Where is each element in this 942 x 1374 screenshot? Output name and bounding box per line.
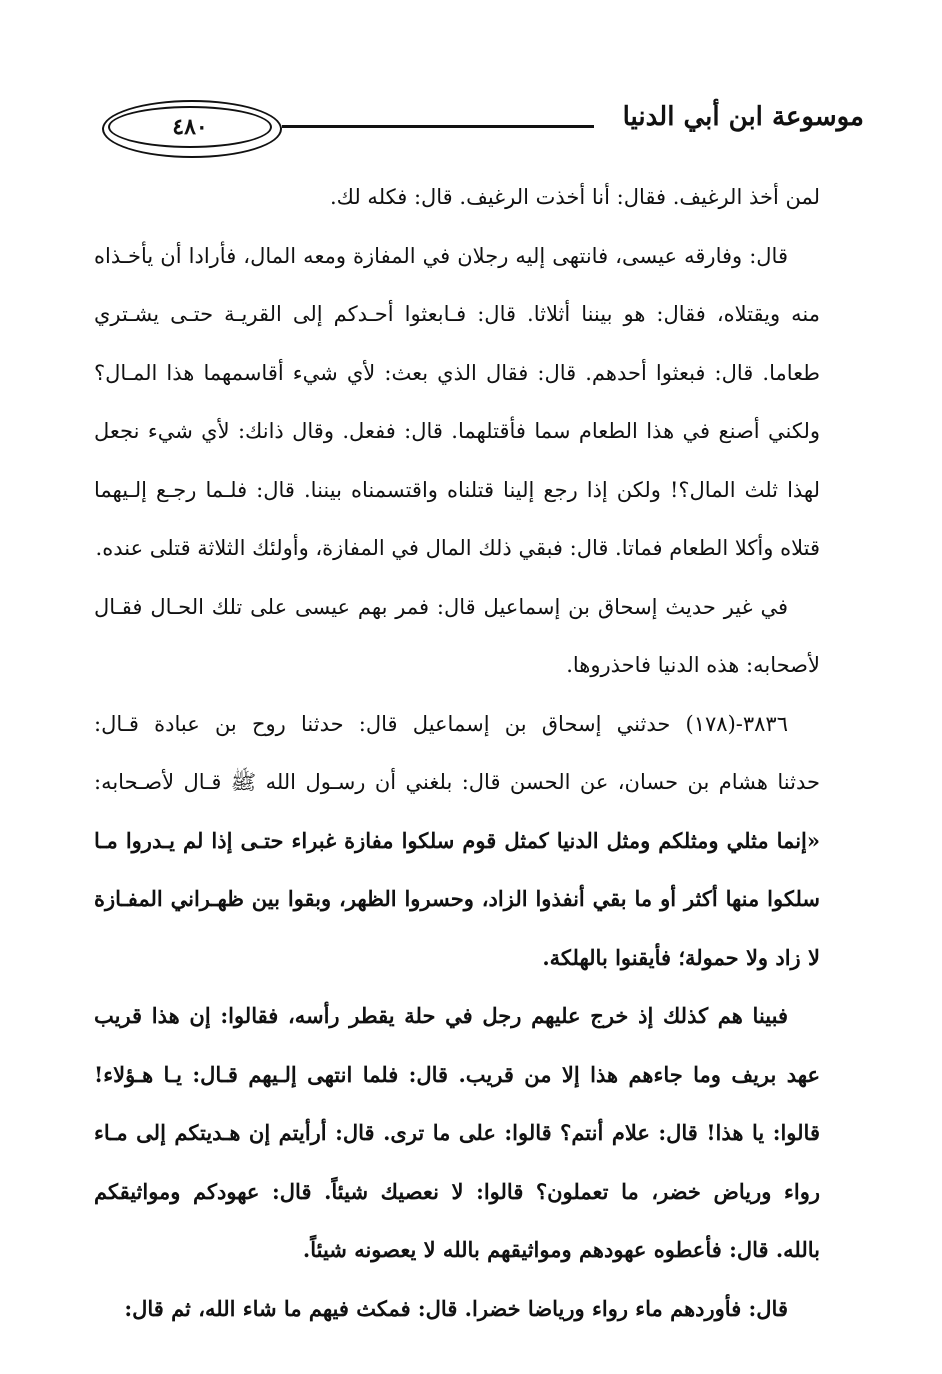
quote-line: رواء ورياض خضر، ما تعملون؟ قالوا: لا نعصيك شيئاً. قال: عهودكم ومواثيقكم — [94, 1178, 820, 1204]
text-line: قال: وفارقه عيسى، فانتهى إليه رجلان في المفازة ومعه المال، فأرادا أن يأخـذاه — [94, 243, 788, 268]
text-line: في غير حديث إسحاق بن إسماعيل قال: فمر بهم عيسى على تلك الحـال فقـال — [94, 594, 788, 619]
quote-line: لا زاد ولا حمولة؛ فأيقنوا بالهلكة. — [542, 944, 820, 970]
quote-line: سلكوا منها أكثر أو ما بقي أنفذوا الزاد، وحسروا الظهر، وبقوا بين ظهـراني المفـازة — [94, 886, 820, 911]
text-line: قتلاه وأكلا الطعام فماتا. قال: فبقي ذلك المال في المفازة، وأولئك الثلاثة قتلى عنده. — [95, 536, 820, 560]
quote-line: فبينا هم كذلك إذ خرج عليهم رجل في حلة يقطر رأسه، فقالوا: إن هذا قريب — [94, 1003, 788, 1028]
quote-line: قال: فأوردهم ماء رواء ورياضا خضرا. قال: فمكث فيهم ما شاء الله، ثم قال: — [124, 1295, 788, 1321]
book-title: موسوعة ابن أبي الدنيا — [622, 102, 864, 132]
quote-line: عهد بريف وما جاءهم هذا إلا من قريب. قال: فلما انتهى إلـيهم قـال: يـا هـؤلاء! — [94, 1061, 820, 1087]
text-line: لمن أخذ الرغيف. فقال: أنا أخذت الرغيف. قال: فكله لك. — [329, 185, 820, 209]
quote-line: قالوا: يا هذا! قال: علام أنتم؟ قالوا: على ما ترى. قال: أرأيتم إن هـديتكم إلى مـاء — [94, 1120, 820, 1145]
text-line: لهذا ثلث المال؟! ولكن إذا رجع إلينا قتلناه واقتسمناه بيننا. قال: فلـما رجـع إلـيهما — [94, 477, 820, 502]
running-header — [84, 92, 864, 162]
quote-line: «إنما مثلي ومثلكم ومثل الدنيا كمثل قوم سلكوا مفازة غبراء حتـى إذا لم يـدروا مـا — [94, 827, 820, 853]
text-line: لأصحابه: هذه الدنيا فاحذروها. — [566, 653, 820, 677]
text-line: منه ويقتلاه، فقال: هو بيننا أثلاثا. قال: فـابعثوا أحـدكم إلى القريـة حتـى يشـتري — [94, 302, 820, 326]
text-line: طعاما. قال: فبعثوا أحدهم. قال: فقال الذي بعث: لأي شيء أقاسمهما هذا المـال؟ — [94, 360, 820, 385]
header-rule — [282, 125, 594, 128]
text-line: ولكني أصنع في هذا الطعام سما فأقتلهما. قال: ففعل. وقال ذانك: لأي شيء نجعل — [94, 419, 820, 443]
quote-line: بالله. قال: فأعطوه عهودهم ومواثيقهم بالله لا يعصونه شيئاً. — [302, 1237, 820, 1262]
hadith-heading-line: ٣٨٣٦-(١٧٨) حدثني إسحاق بن إسماعيل قال: حدثنا روح بن عبادة قـال: — [94, 711, 788, 736]
page-number: ٤٨٠ — [108, 106, 272, 148]
text-line: حدثنا هشام بن حسان، عن الحسن قال: بلغني أن رسـول الله ﷺ قـال لأصـحابه: — [94, 770, 820, 794]
page-body — [94, 168, 820, 1338]
